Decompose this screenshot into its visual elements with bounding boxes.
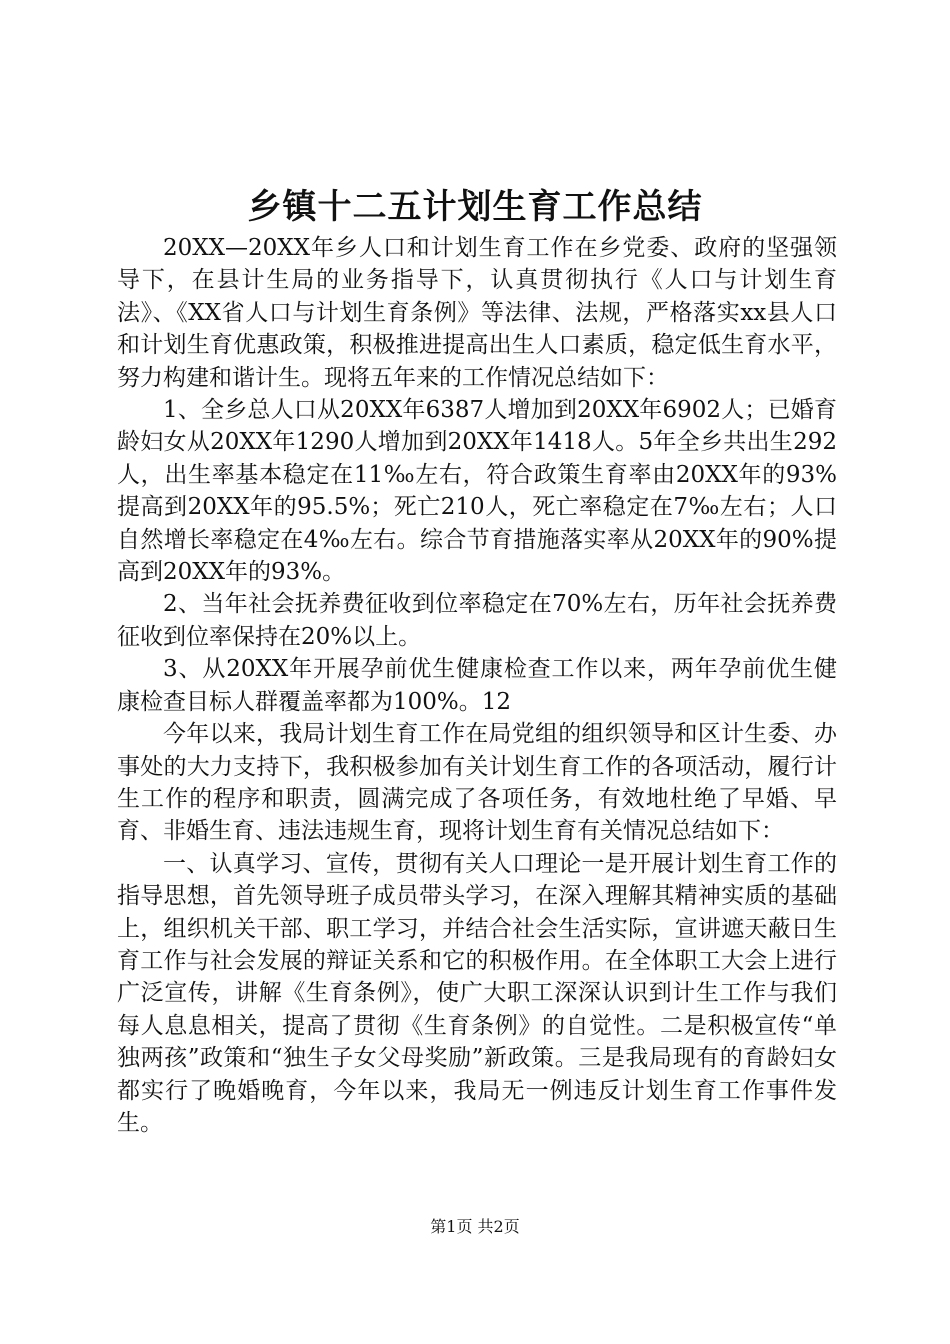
- paragraph-population-stats: 1、全乡总人口从20XX年6387人增加到20XX年6902人；已婚育龄妇女从20XX年1290人增加到20XX年1418人。5年全乡共出生292人，出生率基本稳定在11‰左右，符合政策生育率由20XX年的93%提高到20XX年的95.5%；死亡210人，死亡率稳定在7‰左右；人口自然增长率稳定在4‰左右。综合节育措施落实率从20XX年的90%提高到20XX年的93%。: [117, 397, 837, 586]
- paragraph-social-support-fee: 2、当年社会抚养费征收到位率稳定在70%左右，历年社会抚养费征收到位率保持在20%以上。: [117, 591, 837, 650]
- paragraph-intro: 20XX—20XX年乡人口和计划生育工作在乡党委、政府的坚强领导下，在县计生局的业务指导下，认真贯彻执行《人口与计划生育法》、《XX省人口与计划生育条例》等法律、法规，严格落实xx县人口和计划生育优惠政策，积极推进提高出生人口素质，稳定低生育水平，努力构建和谐计生。现将五年来的工作情况总结如下：: [117, 235, 837, 391]
- document-title: 乡镇十二五计划生育工作总结: [247, 187, 703, 227]
- paragraph-this-year-summary: 今年以来，我局计划生育工作在局党组的组织领导和区计生委、办事处的大力支持下，我积极参加有关计划生育工作的各项活动，履行计生工作的程序和职责，圆满完成了各项任务，有效地杜绝了早婚、早育、非婚生育、违法违规生育，现将计划生育有关情况总结如下：: [117, 721, 837, 845]
- paragraph-study-and-publicity: 一、认真学习、宣传，贯彻有关人口理论一是开展计划生育工作的指导思想，首先领导班子成员带头学习，在深入理解其精神实质的基础上，组织机关干部、职工学习，并结合社会生活实际，宣讲遮天蔽日生育工作与社会发展的辩证关系和它的积极作用。在全体职工大会上进行广泛宣传，讲解《生育条例》，使广大职工深深认识到计生工作与我们每人息息相关，提高了贯彻《生育条例》的自觉性。二是积极宣传“单独两孩”政策和“独生子女父母奖励”新政策。三是我局现有的育龄妇女都实行了晚婚晚育，今年以来，我局无一例违反计划生育工作事件发生。: [117, 850, 837, 1136]
- document-body: [117, 232, 837, 1139]
- paragraph-prenatal-checkup: 3、从20XX年开展孕前优生健康检查工作以来，两年孕前优生健康检查目标人群覆盖率都为100%。12: [117, 656, 837, 715]
- page-number-footer: 第1页 共2页: [430, 1217, 520, 1236]
